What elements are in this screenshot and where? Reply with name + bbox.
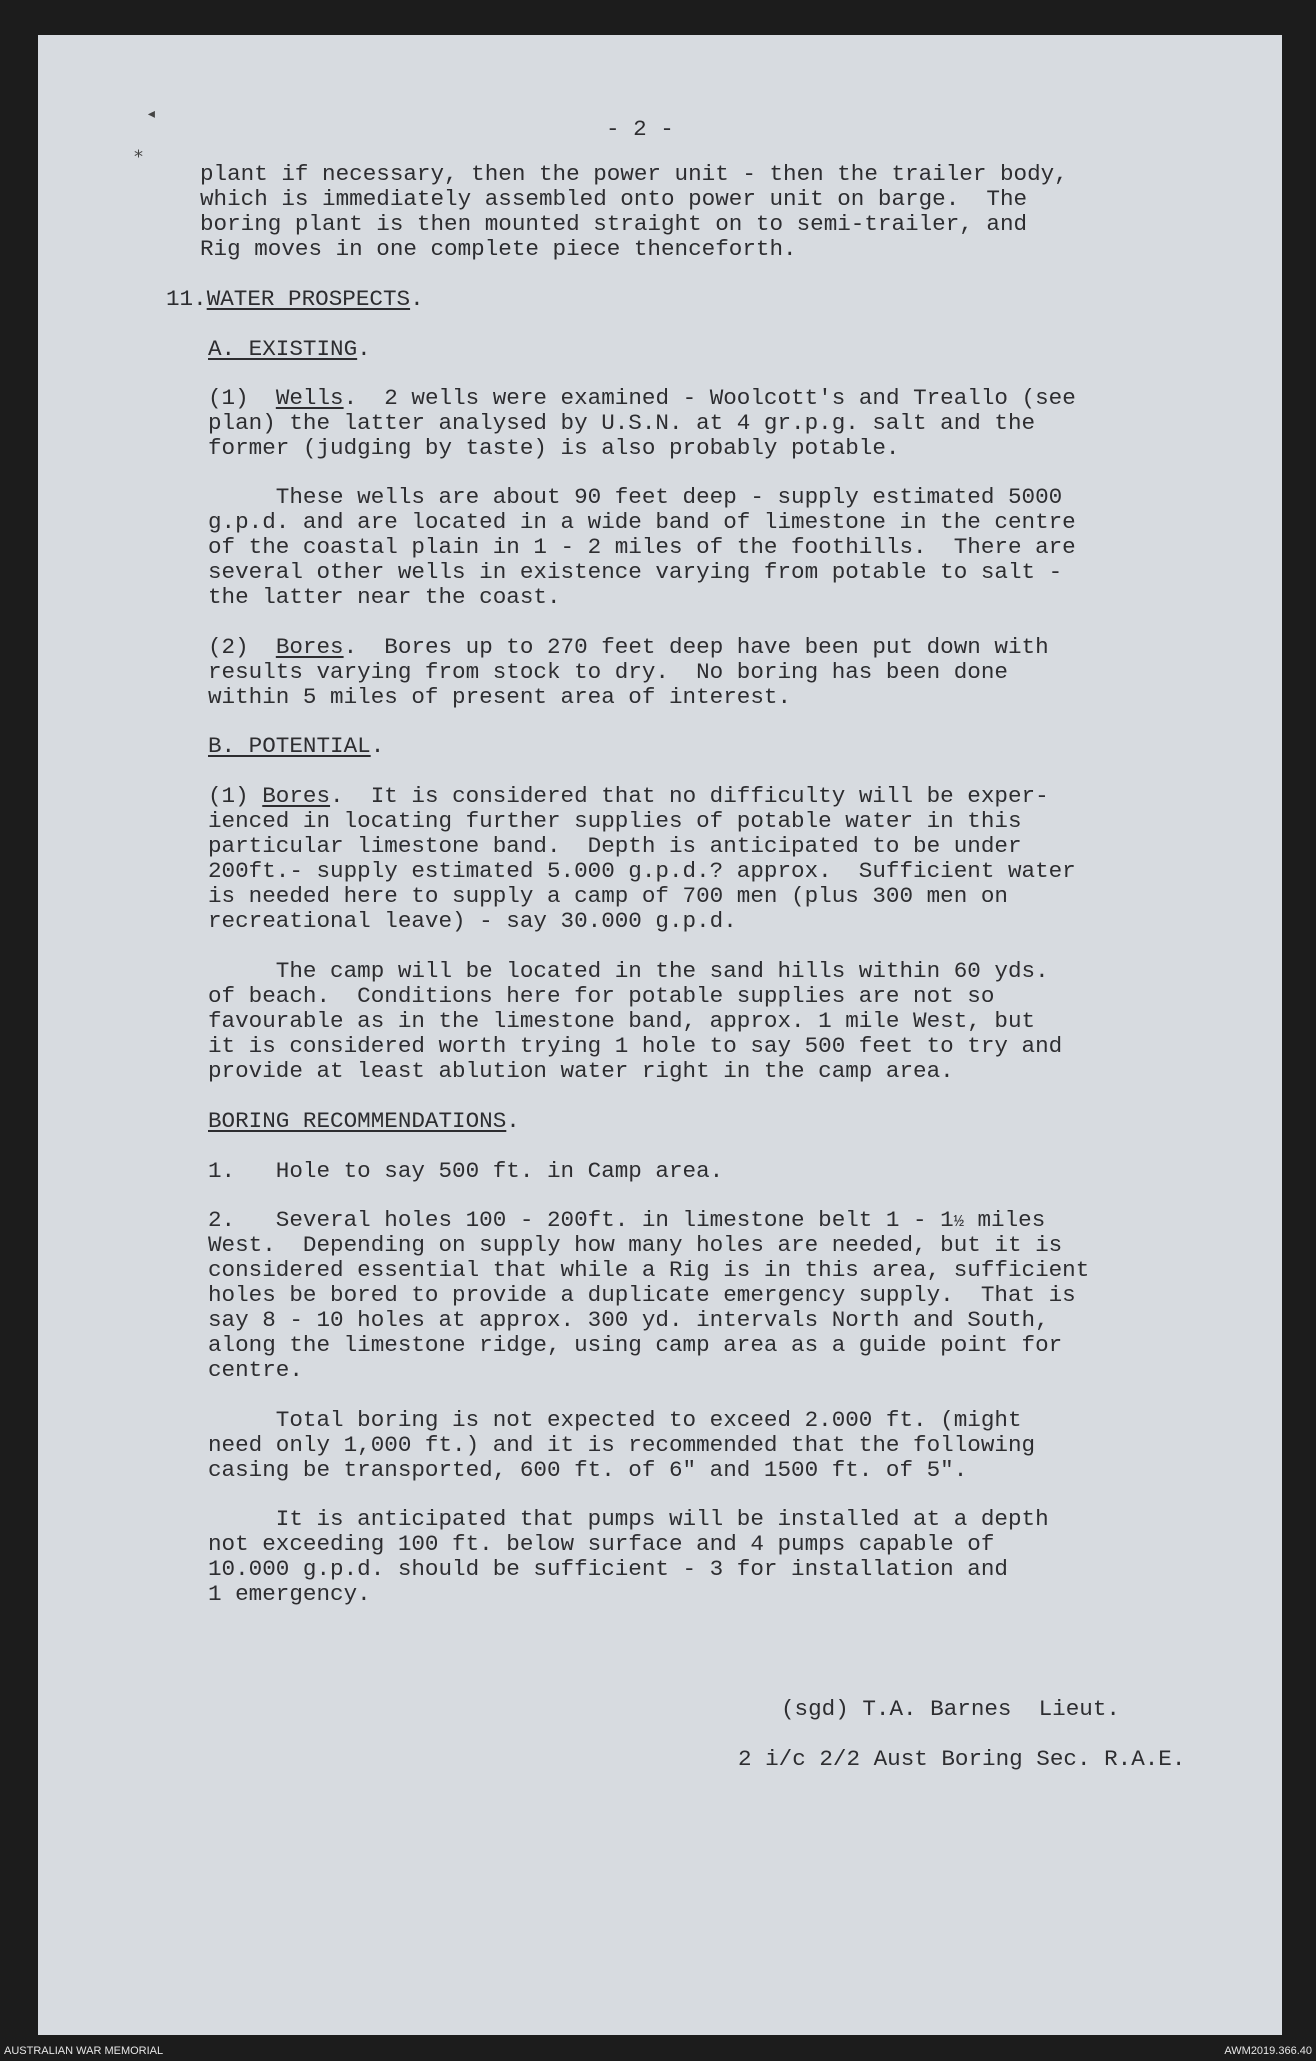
bores-existing-first-line: (2) Bores. Bores up to 270 feet deep have been put down with	[208, 634, 1049, 660]
document-page	[38, 35, 1282, 2035]
wells-para2-line: the latter near the coast.	[208, 584, 561, 610]
footer-archive-name: AUSTRALIAN WAR MEMORIAL	[4, 2045, 164, 2057]
unit-line: 2 i/c 2/2 Aust Boring Sec. R.A.E.	[738, 1746, 1186, 1772]
intro-line: plant if necessary, then the power unit - then the trailer body,	[200, 161, 1068, 187]
recommendation-2-line: centre.	[208, 1357, 303, 1383]
camp-para-line: favourable as in the limestone band, approx. 1 mile West, but	[208, 1008, 1036, 1034]
subsection-heading-a: A. EXISTING.	[208, 336, 371, 362]
camp-para-line: of beach. Conditions here for potable supplies are not so	[208, 983, 995, 1009]
boring-recommendations-heading: BORING RECOMMENDATIONS.	[208, 1108, 520, 1134]
bores-existing-line: within 5 miles of present area of interest.	[208, 684, 792, 710]
wells-line: former (judging by taste) is also probably potable.	[208, 435, 900, 461]
camp-para-line: it is considered worth trying 1 hole to say 500 feet to try and	[208, 1033, 1063, 1059]
intro-line: boring plant is then mounted straight on to semi-trailer, and	[200, 211, 1028, 237]
recommendation-2-line: considered essential that while a Rig is in this area, sufficient	[208, 1257, 1090, 1283]
wells-line: plan) the latter analysed by U.S.N. at 4 gr.p.g. salt and the	[208, 410, 1036, 436]
page-number: - 2 -	[606, 116, 674, 142]
bores-potential-first-line: (1) Bores. It is considered that no difficulty will be exper-	[208, 783, 1049, 809]
recommendation-2-line: West. Depending on supply how many holes are needed, but it is	[208, 1232, 1063, 1258]
wells-first-line: (1) Wells. 2 wells were examined - Woolcott's and Treallo (see	[208, 385, 1076, 411]
recommendation-1: 1. Hole to say 500 ft. in Camp area.	[208, 1158, 724, 1184]
bores-existing-line: results varying from stock to dry. No boring has been done	[208, 659, 1008, 685]
bores-potential-line: ienced in locating further supplies of potable water in this	[208, 808, 1022, 834]
subsection-heading-b: B. POTENTIAL.	[208, 733, 385, 759]
bores-potential-line: recreational leave) - say 30.000 g.p.d.	[208, 908, 737, 934]
section-heading-11: 11.WATER PROSPECTS.	[166, 286, 424, 312]
margin-mark: ◂	[146, 105, 157, 125]
footer-reference: AWM2019.366.40	[1224, 2045, 1312, 2057]
signature-line: (sgd) T.A. Barnes Lieut.	[781, 1696, 1120, 1722]
wells-para2-line: several other wells in existence varying from potable to salt -	[208, 559, 1063, 585]
pumps-line: 10.000 g.p.d. should be sufficient - 3 for installation and	[208, 1556, 1008, 1582]
wells-para2-line: These wells are about 90 feet deep - supply estimated 5000	[208, 484, 1063, 510]
total-boring-line: casing be transported, 600 ft. of 6" and 1500 ft. of 5".	[208, 1457, 968, 1483]
wells-para2-line: g.p.d. and are located in a wide band of limestone in the centre	[208, 509, 1076, 535]
intro-line: Rig moves in one complete piece thenceforth.	[200, 236, 797, 262]
recommendation-2-line: holes be bored to provide a duplicate emergency supply. That is	[208, 1282, 1076, 1308]
bores-potential-line: is needed here to supply a camp of 700 men (plus 300 men on	[208, 883, 1008, 909]
recommendation-2-line: say 8 - 10 holes at approx. 300 yd. intervals North and South,	[208, 1307, 1049, 1333]
bores-potential-line: 200ft.- supply estimated 5.000 g.p.d.? approx. Sufficient water	[208, 858, 1076, 884]
intro-line: which is immediately assembled onto power unit on barge. The	[200, 186, 1028, 212]
camp-para-line: The camp will be located in the sand hills within 60 yds.	[208, 958, 1049, 984]
total-boring-line: Total boring is not expected to exceed 2.000 ft. (might	[208, 1407, 1022, 1433]
wells-para2-line: of the coastal plain in 1 - 2 miles of the foothills. There are	[208, 534, 1076, 560]
pumps-line: not exceeding 100 ft. below surface and 4 pumps capable of	[208, 1531, 995, 1557]
recommendation-2-first-line: 2. Several holes 100 - 200ft. in limestone belt 1 - 1½ miles	[208, 1207, 1046, 1233]
pumps-line: 1 emergency.	[208, 1581, 371, 1607]
total-boring-line: need only 1,000 ft.) and it is recommended that the following	[208, 1432, 1036, 1458]
camp-para-line: provide at least ablution water right in the camp area.	[208, 1058, 954, 1084]
bores-potential-line: particular limestone band. Depth is anticipated to be under	[208, 833, 1022, 859]
pumps-line: It is anticipated that pumps will be installed at a depth	[208, 1506, 1049, 1532]
margin-mark: ⁎	[134, 143, 143, 163]
recommendation-2-line: along the limestone ridge, using camp area as a guide point for	[208, 1332, 1063, 1358]
